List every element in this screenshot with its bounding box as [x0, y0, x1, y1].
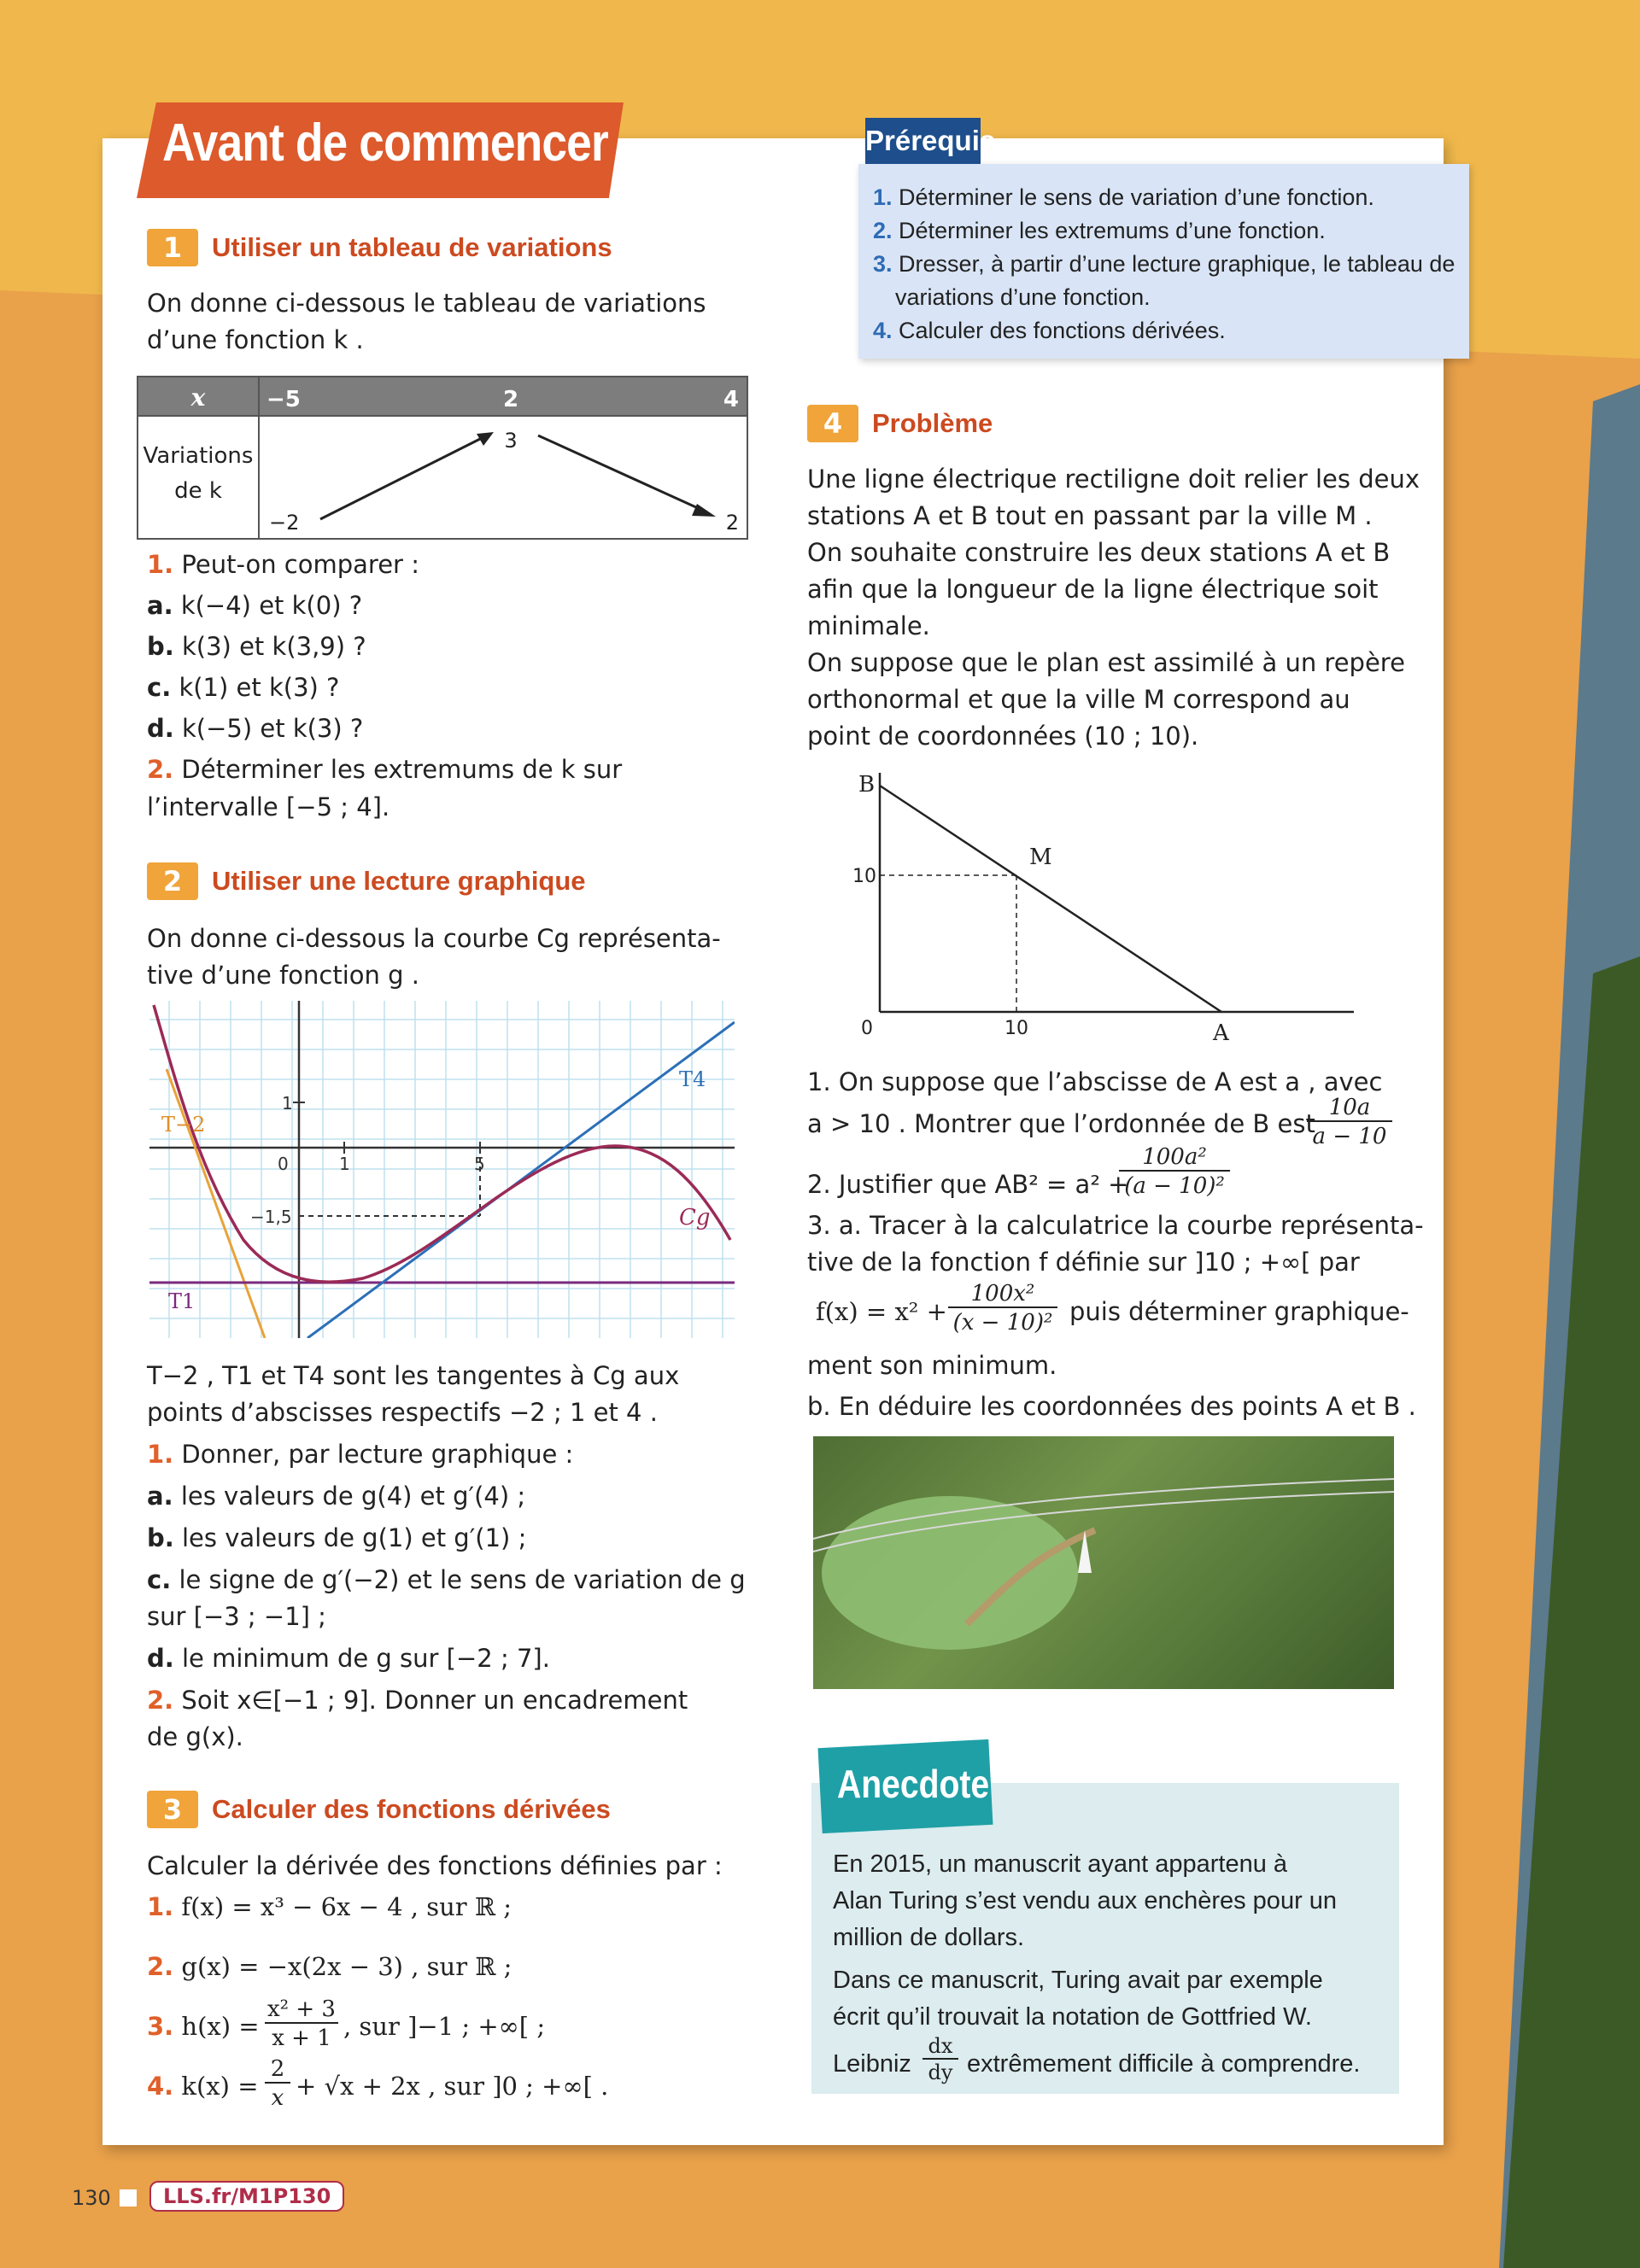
s2-question: 2. Soit x∈[−1 ; 9]. Donner un encadrement — [147, 1686, 688, 1715]
s4-text: orthonormal et que la ville M correspond au — [807, 685, 1350, 714]
section-number: 2 — [147, 862, 198, 900]
fraction-numerator: x² + 3 — [265, 1996, 338, 2024]
table-row-label: de k — [174, 478, 222, 504]
label-x0: 0 — [278, 1154, 289, 1174]
label-t1: T1 — [168, 1289, 196, 1313]
table-value: −2 — [269, 511, 300, 535]
s3-question-tail: + √x + 2x , sur ]0 ; +∞[ . — [296, 2072, 609, 2101]
s3-question: 1. f(x) = x³ − 6x − 4 , sur ℝ ; — [147, 1892, 512, 1921]
s4-text: point de coordonnées (10 ; 10). — [807, 722, 1199, 751]
s4-text: Une ligne électrique rectiligne doit relier les deux — [807, 465, 1420, 494]
s1-question: a. k(−4) et k(0) ? — [147, 591, 363, 620]
s2-intro: tive d’une fonction g . — [147, 961, 419, 990]
anecdote-text: extrêmement difficile à comprendre. — [967, 2050, 1361, 2078]
s4-question: a > 10 . Montrer que l’ordonnée de B est — [807, 1109, 1315, 1138]
s1-question: 2. Déterminer les extremums de k sur — [147, 755, 623, 784]
point-a-label: A — [1213, 1020, 1229, 1046]
s4-text: On suppose que le plan est assimilé à un repère — [807, 648, 1405, 677]
fraction-numerator: 10a — [1307, 1095, 1392, 1122]
s1-question: 1. Peut-on comparer : — [147, 550, 419, 579]
s1-question: l’intervalle [−5 ; 4]. — [147, 792, 390, 821]
table-x-value: 4 — [723, 387, 739, 412]
s4-question: puis déterminer graphique- — [1069, 1297, 1409, 1326]
label-x5: 5 — [474, 1154, 485, 1174]
table-x-value: −5 — [266, 387, 301, 412]
label-t4: T4 — [679, 1067, 706, 1091]
s2-question: d. le minimum de g sur [−2 ; 7]. — [147, 1644, 550, 1673]
s2-question: c. le signe de g′(−2) et le sens de variation de g — [147, 1565, 746, 1594]
label-x0: 0 — [861, 1018, 873, 1039]
anecdote-text: Alan Turing s’est vendu aux enchères pour un — [833, 1887, 1338, 1914]
s2-intro: On donne ci-dessous la courbe Cg représenta- — [147, 924, 721, 953]
table-value: 3 — [504, 429, 518, 453]
s4-question: f(x) = x² + — [816, 1297, 947, 1326]
anecdote-text: Leibniz — [833, 2050, 911, 2078]
fraction-denominator: a − 10 — [1312, 1124, 1387, 1149]
s1-question: c. k(1) et k(3) ? — [147, 673, 340, 702]
point-b-label: B — [858, 772, 876, 798]
section-number: 4 — [807, 405, 858, 442]
fraction-numerator: 2 — [265, 2056, 290, 2084]
s2-question: 1. Donner, par lecture graphique : — [147, 1440, 574, 1469]
label-x10: 10 — [1004, 1018, 1028, 1039]
s4-text: minimale. — [807, 611, 930, 640]
table-value: 2 — [725, 511, 739, 535]
problem-graph — [846, 764, 1358, 1046]
s4-question: b. En déduire les coordonnées des points A et B . — [807, 1392, 1416, 1421]
label-x1: 1 — [339, 1154, 350, 1174]
footer-link[interactable]: LLS.fr/M1P130 — [149, 2181, 344, 2212]
fraction-denominator: x + 1 — [272, 2025, 331, 2051]
table-row-label: Variations — [143, 443, 254, 469]
s3-question: 3. h(x) = — [147, 2012, 260, 2041]
table-x-value: 2 — [502, 387, 519, 412]
label-ym15: −1,5 — [250, 1207, 292, 1227]
label-y10: 10 — [852, 866, 876, 887]
s1-question: b. k(3) et k(3,9) ? — [147, 632, 366, 661]
power-line-photo — [813, 1436, 1394, 1689]
anecdote-text: écrit qu’il trouvait la notation de Gottfried W. — [833, 2003, 1312, 2031]
label-t-minus2: T−2 — [161, 1113, 206, 1137]
s2-after: points d’abscisses respectifs −2 ; 1 et 4 . — [147, 1398, 658, 1427]
prereq-item: 4. Calculer des fonctions dérivées. — [873, 318, 1226, 343]
s1-question: d. k(−5) et k(3) ? — [147, 714, 364, 743]
prereq-item: 2. Déterminer les extremums d’une fonction. — [873, 218, 1326, 243]
s3-intro: Calculer la dérivée des fonctions définies par : — [147, 1851, 723, 1880]
section-title: Problème — [872, 408, 993, 438]
s3-question-tail: , sur ]−1 ; +∞[ ; — [343, 2012, 546, 2041]
footer-square — [120, 2189, 137, 2207]
function-graph — [149, 1001, 735, 1338]
s4-question: 3. a. Tracer à la calculatrice la courbe représenta- — [807, 1211, 1424, 1240]
s2-after: T−2 , T1 et T4 sont les tangentes à Cg aux — [147, 1361, 680, 1390]
s3-question: 2. g(x) = −x(2x − 3) , sur ℝ ; — [147, 1952, 512, 1981]
s4-text: afin que la longueur de la ligne électrique soit — [807, 575, 1379, 604]
anecdote-text: En 2015, un manuscrit ayant appartenu à — [833, 1850, 1288, 1878]
s4-text: On souhaite construire les deux stations A et B — [807, 538, 1391, 567]
s2-question: a. les valeurs de g(4) et g′(4) ; — [147, 1482, 526, 1511]
fraction-numerator: 100x² — [948, 1281, 1057, 1308]
s4-question: 2. Justifier que AB² = a² + — [807, 1170, 1129, 1199]
s4-text: stations A et B tout en passant par la ville M . — [807, 501, 1373, 530]
prereq-item: variations d’une fonction. — [895, 284, 1151, 310]
label-cg: Cg — [679, 1205, 711, 1230]
s2-question: b. les valeurs de g(1) et g′(1) ; — [147, 1523, 527, 1552]
section-number: 3 — [147, 1791, 198, 1828]
fraction-numerator: 100a² — [1119, 1144, 1230, 1172]
s2-question: de g(x). — [147, 1722, 243, 1751]
s4-question: ment son minimum. — [807, 1351, 1057, 1380]
fraction-denominator: x — [271, 2085, 284, 2111]
variation-table — [137, 376, 748, 540]
s1-intro: d’une fonction k . — [147, 325, 364, 354]
section-number: 1 — [147, 229, 198, 266]
prereq-item: 3. Dresser, à partir d’une lecture graphique, le tableau de — [873, 251, 1456, 277]
fraction-numerator: dx — [922, 2034, 958, 2060]
page-number: 130 — [72, 2186, 111, 2210]
section-title: Utiliser une lecture graphique — [212, 866, 586, 896]
prereq-label: Prérequis — [865, 118, 981, 164]
fraction-denominator: dy — [928, 2060, 953, 2084]
s3-question: 4. k(x) = — [147, 2072, 259, 2101]
page-title: Avant de commencer — [162, 114, 608, 172]
s4-question: tive de la fonction f définie sur ]10 ; +∞[ par — [807, 1248, 1360, 1277]
s2-question: sur [−3 ; −1] ; — [147, 1602, 326, 1631]
section-title: Utiliser un tableau de variations — [212, 232, 612, 262]
anecdote-text: Dans ce manuscrit, Turing avait par exemple — [833, 1967, 1323, 1994]
anecdote-text: million de dollars. — [833, 1924, 1025, 1951]
label-y1: 1 — [282, 1093, 293, 1114]
s4-question: 1. On suppose que l’abscisse de A est a , avec — [807, 1067, 1383, 1096]
prereq-item: 1. Déterminer le sens de variation d’une fonction. — [873, 184, 1374, 210]
anecdote-label: Anecdote — [837, 1762, 990, 1806]
fraction-denominator: (x − 10)² — [952, 1310, 1053, 1336]
s1-intro: On donne ci-dessous le tableau de variations — [147, 289, 706, 318]
point-m-label: M — [1029, 845, 1052, 870]
fraction-denominator: (a − 10)² — [1124, 1173, 1225, 1199]
table-x-label: x — [190, 383, 206, 412]
section-title: Calculer des fonctions dérivées — [212, 1794, 611, 1824]
